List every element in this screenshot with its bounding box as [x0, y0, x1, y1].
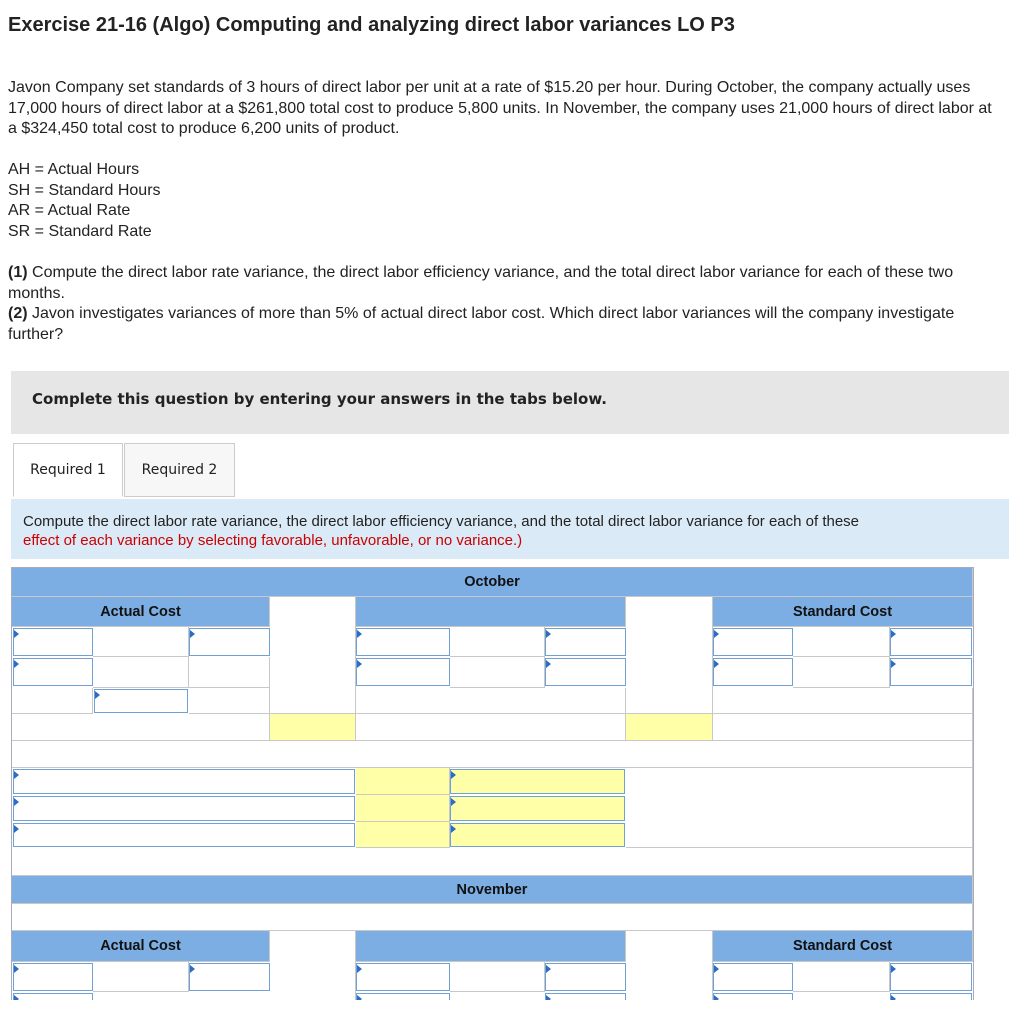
viewport-bottom — [0, 1000, 1024, 1018]
dropdown-indicator-icon — [14, 771, 19, 779]
abbr-ar: AR = Actual Rate — [8, 202, 131, 219]
oct-actual-label-3[interactable] — [13, 658, 93, 686]
dropdown-indicator-icon — [714, 965, 719, 973]
oct-mid-value-1[interactable] — [450, 627, 545, 657]
oct-mid-label-2[interactable] — [545, 628, 626, 656]
oct-variance-effect-1[interactable] — [450, 769, 625, 794]
october-header: October — [12, 568, 973, 597]
nov-mid-label-1[interactable] — [356, 963, 450, 991]
october-middle-header — [356, 597, 626, 627]
dropdown-indicator-icon — [357, 660, 362, 668]
tab-required-2[interactable]: Required 2 — [124, 443, 235, 497]
abbr-sh: SH = Standard Hours — [8, 181, 161, 199]
nov-spacer-1 — [270, 931, 356, 1001]
variance-worksheet — [11, 567, 974, 1002]
dropdown-indicator-icon — [357, 630, 362, 638]
dropdown-indicator-icon — [14, 798, 19, 806]
dropdown-indicator-icon — [190, 965, 195, 973]
oct-actual-value-3[interactable] — [189, 657, 270, 688]
oct-actual-value-1[interactable] — [93, 627, 189, 657]
october-actual-cost-header: Actual Cost — [12, 597, 270, 627]
tab-required-1[interactable]: Required 1 — [13, 443, 123, 497]
oct-variance-label-1[interactable] — [13, 769, 355, 794]
dropdown-indicator-icon — [14, 825, 19, 833]
oct-actual-label-1[interactable] — [13, 628, 93, 656]
october-spacer-2 — [626, 597, 713, 714]
dropdown-indicator-icon — [14, 965, 19, 973]
oct-blank-1 — [12, 688, 93, 714]
dropdown-indicator-icon — [891, 630, 896, 638]
oct-variance-amount-2[interactable] — [356, 795, 450, 822]
nov-actual-label-1[interactable] — [13, 963, 93, 991]
instruction-banner-text: Complete this question by entering your answers in the tabs below. — [32, 390, 607, 408]
nov-actual-value-1[interactable] — [93, 962, 189, 992]
oct-variance-effect-2[interactable] — [450, 796, 625, 821]
nov-spacer-row — [12, 904, 973, 931]
oct-std-value-2[interactable] — [793, 657, 890, 688]
dropdown-indicator-icon — [546, 965, 551, 973]
dropdown-indicator-icon — [190, 630, 195, 638]
oct-mid-label-3[interactable] — [356, 658, 450, 686]
tab-instructions — [11, 499, 1009, 559]
october-spacer-1 — [270, 597, 356, 714]
dropdown-indicator-icon — [714, 660, 719, 668]
oct-variance-label-3[interactable] — [13, 823, 355, 847]
dropdown-indicator-icon — [714, 630, 719, 638]
oct-variance-blank — [626, 768, 973, 848]
oct-std-label-3[interactable] — [713, 658, 793, 686]
requirement-2-label: (2) — [8, 305, 28, 322]
oct-result-blank-3 — [713, 714, 973, 741]
abbr-ah: AH = Actual Hours — [8, 161, 140, 178]
problem-statement: Javon Company set standards of 3 hours of direct labor per unit at a rate of $15.20 per hour. During October, the company actually uses 17,000 hours of direct labor at a $261,800 total cost to produce 5,800 units. In November, the company uses 21,000 hours of direct labor at a $324,450 total cost to produce 6,200 units of product. — [8, 79, 992, 137]
requirement-1-text: Compute the direct labor rate variance, the direct labor efficiency variance, and the total direct labor variance for each of these two months. — [8, 264, 954, 302]
oct-actual-label-2[interactable] — [189, 628, 270, 656]
instructions-line-1: Compute the direct labor rate variance, the direct labor efficiency variance, and the total direct labor variance for each of these — [23, 513, 860, 530]
oct-spacer-row — [12, 741, 973, 768]
oct-mid-label-4[interactable] — [545, 658, 626, 686]
oct-blank-2 — [189, 688, 270, 714]
nov-actual-label-2[interactable] — [189, 963, 270, 991]
oct-blank-3 — [356, 688, 626, 714]
oct-variance-amount-3[interactable] — [356, 822, 450, 848]
oct-efficiency-variance-amount[interactable] — [626, 714, 713, 741]
oct-std-value-1[interactable] — [793, 627, 890, 657]
november-standard-cost-header: Standard Cost — [713, 931, 973, 962]
november-middle-header — [356, 931, 626, 962]
dropdown-indicator-icon — [357, 965, 362, 973]
oct-blank-4 — [713, 688, 973, 714]
abbreviation-list — [8, 160, 161, 242]
oct-variance-effect-3[interactable] — [450, 823, 625, 847]
oct-actual-value-2[interactable] — [93, 657, 189, 688]
oct-variance-amount-1[interactable] — [356, 768, 450, 795]
dropdown-indicator-icon — [891, 660, 896, 668]
nov-std-value-1[interactable] — [793, 962, 890, 992]
oct-bottom-spacer — [12, 848, 973, 876]
oct-actual-label-4[interactable] — [94, 689, 188, 713]
oct-mid-value-2[interactable] — [450, 657, 545, 688]
oct-mid-label-1[interactable] — [356, 628, 450, 656]
dropdown-indicator-icon — [546, 630, 551, 638]
oct-std-label-4[interactable] — [890, 658, 972, 686]
oct-rate-variance-amount[interactable] — [270, 714, 356, 741]
dropdown-indicator-icon — [451, 771, 456, 779]
requirement-2-text: Javon investigates variances of more than 5% of actual direct labor cost. Which direct labor variances will the company investigate further? — [8, 305, 955, 343]
requirement-2 — [8, 304, 1008, 345]
nov-spacer-2 — [626, 931, 713, 1001]
dropdown-indicator-icon — [546, 660, 551, 668]
page-title: Exercise 21-16 (Algo) Computing and analyzing direct labor variances LO P3 — [8, 14, 735, 36]
oct-std-label-2[interactable] — [890, 628, 972, 656]
nov-std-label-1[interactable] — [713, 963, 793, 991]
dropdown-indicator-icon — [14, 630, 19, 638]
dropdown-indicator-icon — [451, 798, 456, 806]
nov-mid-value-1[interactable] — [450, 962, 545, 992]
requirement-1 — [8, 263, 1008, 304]
november-header: November — [12, 876, 973, 904]
oct-std-label-1[interactable] — [713, 628, 793, 656]
nov-mid-label-2[interactable] — [545, 963, 626, 991]
instructions-line-2: effect of each variance by selecting favorable, unfavorable, or no variance.) — [23, 532, 523, 549]
oct-result-blank-1 — [12, 714, 270, 741]
abbr-sr: SR = Standard Rate — [8, 222, 152, 240]
dropdown-indicator-icon — [451, 825, 456, 833]
october-standard-cost-header: Standard Cost — [713, 597, 973, 627]
requirements — [8, 263, 1008, 345]
requirement-1-label: (1) — [8, 264, 28, 281]
dropdown-indicator-icon — [891, 965, 896, 973]
dropdown-indicator-icon — [14, 660, 19, 668]
instruction-banner — [11, 371, 1009, 434]
nov-std-label-2[interactable] — [890, 963, 972, 991]
oct-variance-label-2[interactable] — [13, 796, 355, 821]
november-actual-cost-header: Actual Cost — [12, 931, 270, 962]
dropdown-indicator-icon — [95, 691, 100, 699]
oct-result-blank-2 — [356, 714, 626, 741]
